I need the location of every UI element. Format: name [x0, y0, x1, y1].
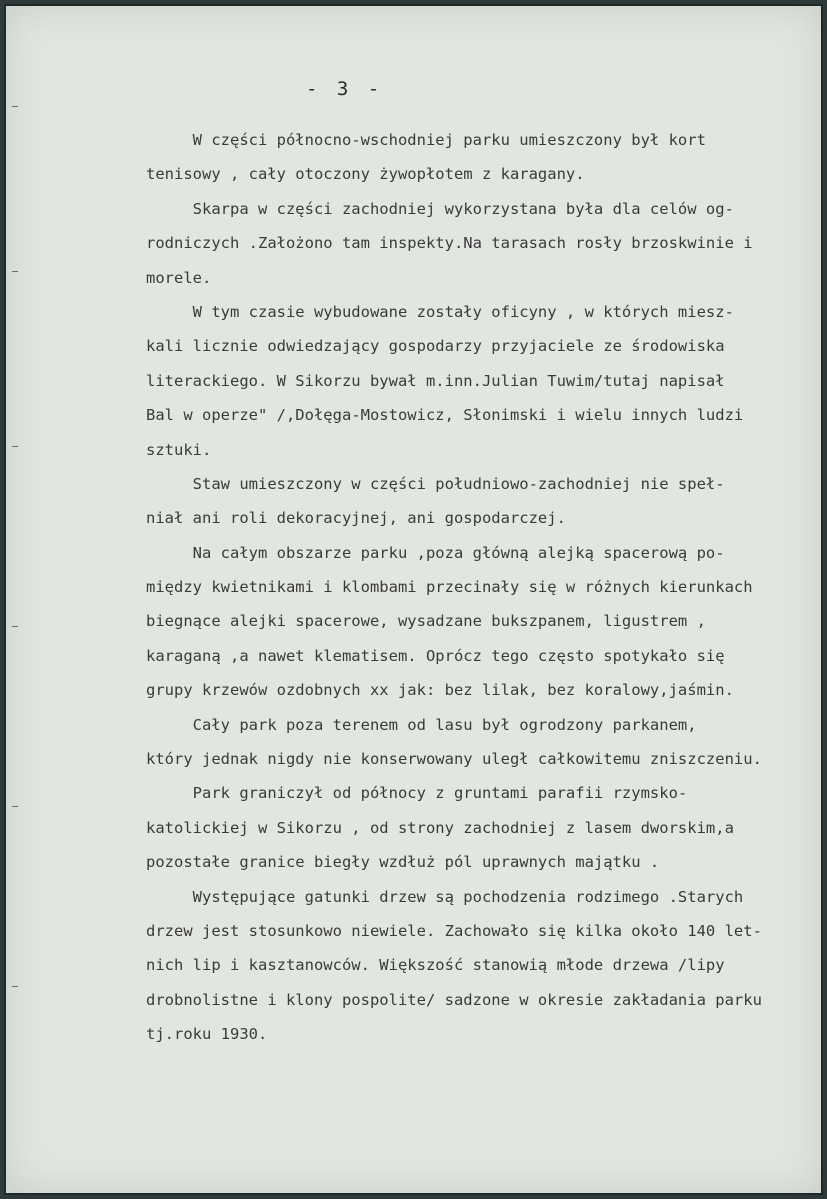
text-line: niał ani roli dekoracyjnej, ani gospodarczej. [146, 509, 566, 528]
text-line: Bal w operze" /,Dołęga-Mostowicz, Słonimski i wielu innych ludzi [146, 406, 744, 425]
margin-mark [12, 806, 18, 807]
text-line: katolickiej w Sikorzu , od strony zachodniej z lasem dworskim,a [146, 818, 734, 837]
text-line: pozostałe granice biegły wzdłuż pól uprawnych majątku . [146, 853, 660, 872]
typed-text-body [146, 123, 827, 1052]
text-line: Na całym obszarze parku ,poza główną alejką spacerową po- [146, 543, 725, 562]
text-line: drobnolistne i klony pospolite/ sadzone w okresie zakładania parku [146, 990, 762, 1009]
text-line: tenisowy , cały otoczony żywopłotem z karagany. [146, 165, 585, 184]
text-line: tj.roku 1930. [146, 1025, 268, 1044]
text-line: Park graniczył od północy z gruntami parafii rzymsko- [146, 784, 688, 803]
text-line: Cały park poza terenem od lasu był ogrodzony parkanem, [146, 715, 697, 734]
text-line: między kwietnikami i klombami przecinały się w różnych kierunkach [146, 578, 753, 597]
text-line: karaganą ,a nawet klematisem. Oprócz tego często spotykało się [146, 646, 725, 665]
margin-mark [12, 446, 18, 447]
text-line: Skarpa w części zachodniej wykorzystana była dla celów og- [146, 199, 734, 218]
margin-mark [12, 271, 18, 272]
text-line: drzew jest stosunkowo niewiele. Zachowało się kilka około 140 let- [146, 921, 762, 940]
text-line: literackiego. W Sikorzu bywał m.inn.Julian Tuwim/tutaj napisał [146, 371, 725, 390]
document-page [4, 4, 823, 1195]
text-line: sztuki. [146, 440, 212, 459]
text-line: nich lip i kasztanowców. Większość stanowią młode drzewa /lipy [146, 956, 725, 975]
text-line: który jednak nigdy nie konserwowany uległ całkowitemu zniszczeniu. [146, 750, 762, 769]
text-line: W tym czasie wybudowane zostały oficyny , w których miesz- [146, 302, 734, 321]
text-line: grupy krzewów ozdobnych xx jak: bez lilak, bez koralowy,jaśmin. [146, 681, 734, 700]
text-line: rodniczych .Założono tam inspekty.Na tarasach rosły brzoskwinie i [146, 234, 753, 253]
margin-mark [12, 986, 18, 987]
text-line: kali licznie odwiedzający gospodarzy przyjaciele ze środowiska [146, 337, 725, 356]
page-number: - 3 - [306, 78, 384, 100]
text-line: Staw umieszczony w części południowo-zachodniej nie speł- [146, 474, 725, 493]
margin-mark [12, 106, 18, 107]
text-line: W części północno-wschodniej parku umieszczony był kort [146, 131, 706, 149]
text-line: morele. [146, 268, 212, 287]
margin-mark [12, 626, 18, 627]
text-line: biegnące alejki spacerowe, wysadzane bukszpanem, ligustrem , [146, 612, 706, 631]
text-line: Występujące gatunki drzew są pochodzenia rodzimego .Starych [146, 887, 744, 906]
